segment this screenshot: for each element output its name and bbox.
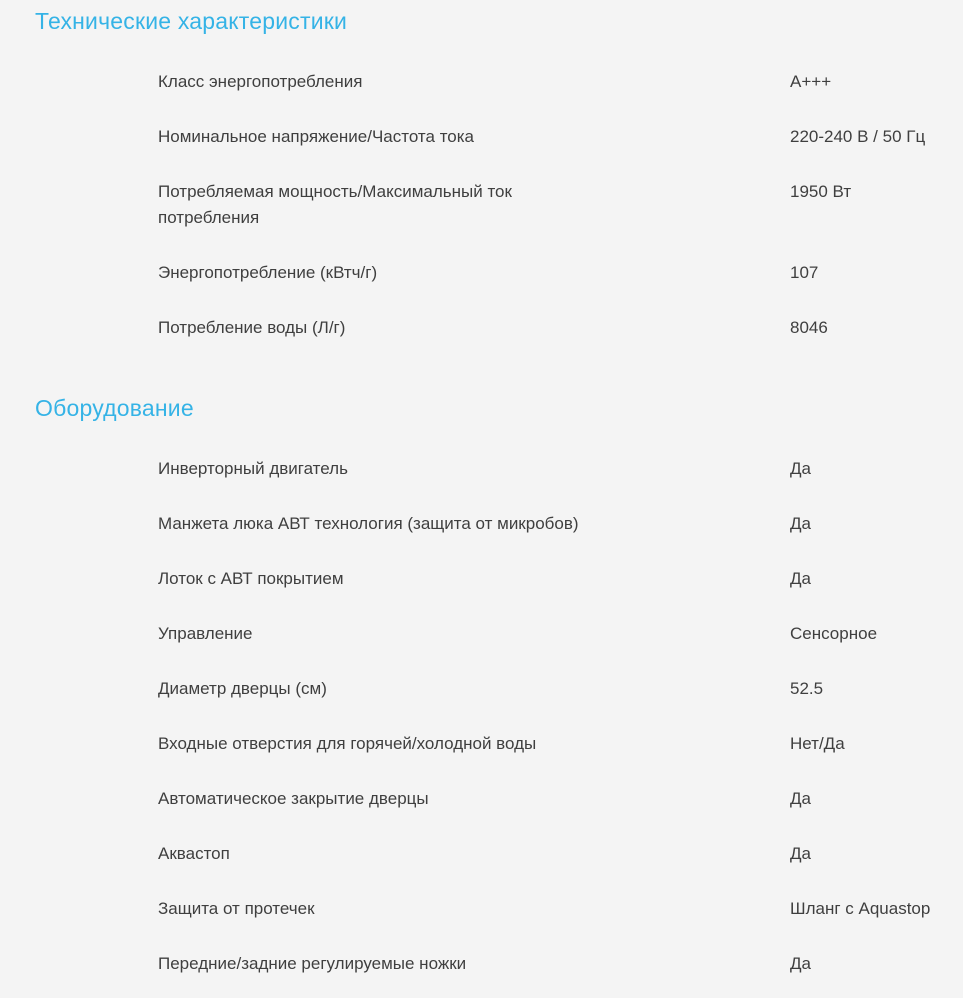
spec-value: Шланг с Aquastop xyxy=(790,898,931,918)
spec-value: A+++ xyxy=(790,71,832,91)
spec-row xyxy=(158,54,953,109)
spec-value: Да xyxy=(790,568,811,588)
spec-row xyxy=(158,245,953,300)
spec-value: 220-240 В / 50 Гц xyxy=(790,126,926,146)
spec-row xyxy=(158,716,953,771)
spec-value: Да xyxy=(790,458,811,478)
spec-label: Потребляемая мощность/Максимальный ток потребления xyxy=(158,181,512,227)
spec-row xyxy=(158,606,953,661)
spec-value: Нет/Да xyxy=(790,733,845,753)
spec-value: Да xyxy=(790,953,811,973)
spec-label: Инверторный двигатель xyxy=(158,458,348,478)
spec-value: 8046 xyxy=(790,317,828,337)
spec-label: Автоматическое закрытие дверцы xyxy=(158,788,429,808)
spec-label: Энергопотребление (кВтч/г) xyxy=(158,262,378,282)
spec-label: Защита от протечек xyxy=(158,898,315,918)
spec-value: Сенсорное xyxy=(790,623,878,643)
spec-row xyxy=(158,109,953,164)
spec-label: Класс энергопотребления xyxy=(158,71,363,91)
spec-rows xyxy=(0,441,963,991)
spec-value: 107 xyxy=(790,262,819,282)
spec-label: Передние/задние регулируемые ножки xyxy=(158,953,467,973)
spec-row xyxy=(158,661,953,716)
spec-value: Да xyxy=(790,788,811,808)
spec-label: Входные отверстия для горячей/холодной воды xyxy=(158,733,537,753)
spec-row xyxy=(158,936,953,991)
spec-label: Манжета люка АВТ технология (защита от микробов) xyxy=(158,513,579,533)
spec-value: Да xyxy=(790,843,811,863)
spec-row xyxy=(158,551,953,606)
section-title: Оборудование xyxy=(35,395,194,421)
spec-section xyxy=(0,393,963,991)
spec-value: 1950 Вт xyxy=(790,181,852,201)
spec-label: Лоток с АВТ покрытием xyxy=(158,568,344,588)
spec-row xyxy=(158,300,953,355)
spec-label: Номинальное напряжение/Частота тока xyxy=(158,126,475,146)
spec-label: Управление xyxy=(158,623,253,643)
spec-value: 52.5 xyxy=(790,678,824,698)
spec-row xyxy=(158,441,953,496)
spec-row xyxy=(158,496,953,551)
spec-row xyxy=(158,164,953,245)
section-title: Технические характеристики xyxy=(35,8,348,34)
spec-label: Потребление воды (Л/г) xyxy=(158,317,346,337)
spec-row xyxy=(158,826,953,881)
spec-row xyxy=(158,881,953,936)
spec-rows xyxy=(0,54,963,355)
spec-value: Да xyxy=(790,513,811,533)
spec-section xyxy=(0,6,963,355)
spec-label: Диаметр дверцы (см) xyxy=(158,678,327,698)
spec-row xyxy=(158,771,953,826)
spec-label: Аквастоп xyxy=(158,843,230,863)
